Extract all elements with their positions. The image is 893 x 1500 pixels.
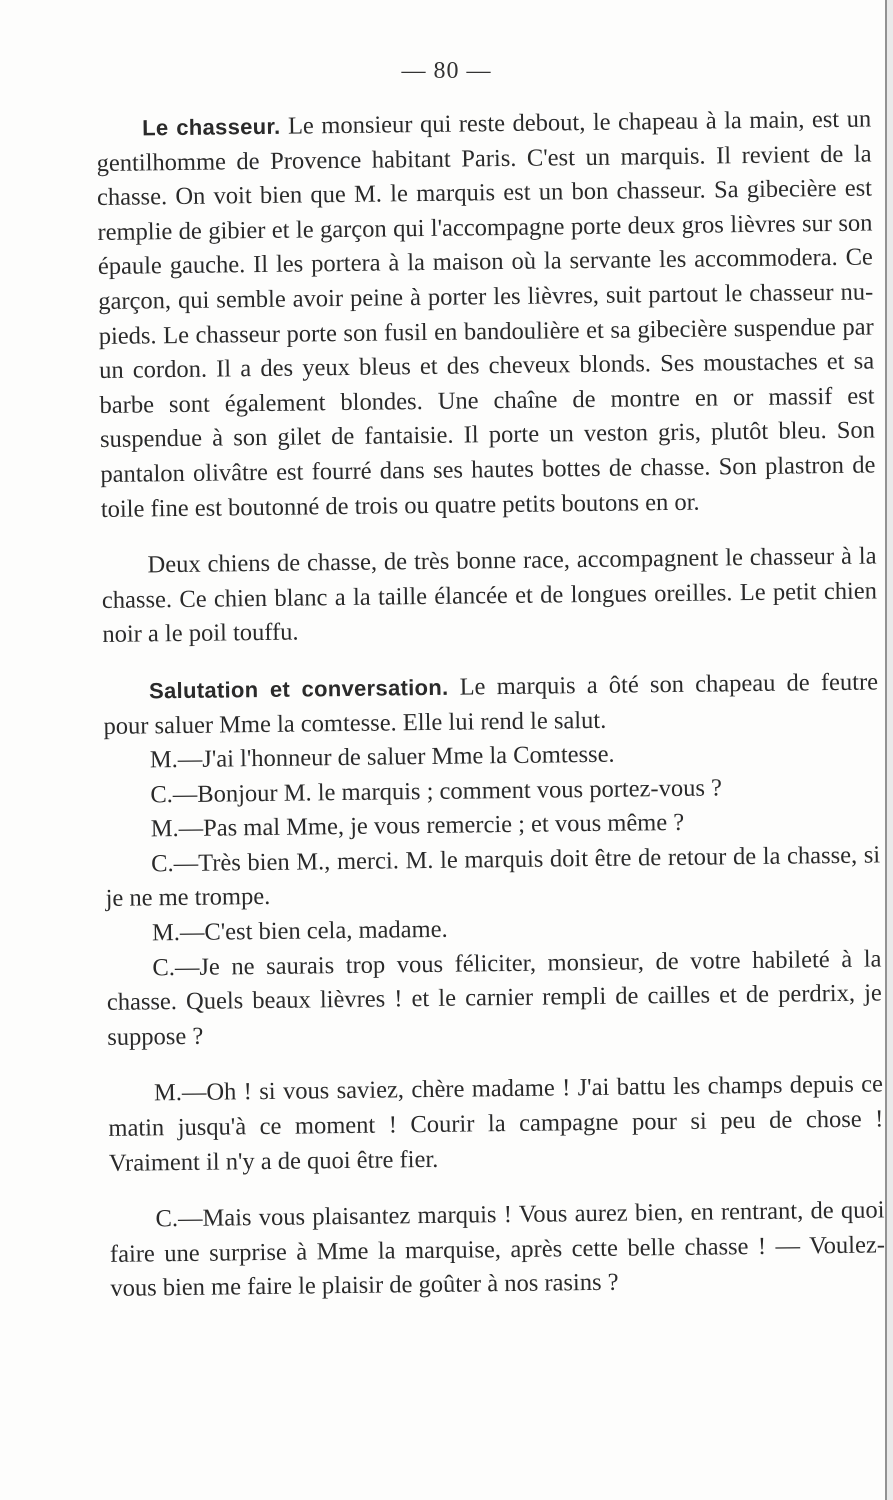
section-heading-chasseur: Le chasseur. bbox=[142, 113, 281, 141]
paragraph-chasseur-body: Le monsieur qui reste debout, le chapeau à la main, est un gentilhomme de Provence habitant Paris. C'est un marquis. Il revient de la chasse. On voit bien que M. le marquis est un bon chasseur. Sa gibecière est remplie de gibier et le garçon qui l'accompagne porte deux gros lièvres sur son épaule gauche. Il les portera à la maison où la servante les accommodera. Ce garçon, qui semble avoir peine à porter les lièvres, suit partout le chasseur nu-pieds. Le chasseur porte son fusil en bandoulière et sa gibecière suspendue par un cordon. Il a des yeux bleus et des cheveux blonds. Ses moustaches et sa barbe sont également blondes. Une chaîne de montre en or massif est suspendue à son gilet de fantaisie. Il porte un veston gris, plutôt bleu. Son pantalon olivâtre est fourré dans ses hautes bottes de chasse. Son plastron de toile fine est boutonné de trois ou quatre petits boutons en or. bbox=[96, 105, 876, 523]
paragraph-dogs: Deux chiens de chasse, de très bonne race, accompagnent le chasseur à la chasse. Ce chien blanc a la taille élancée et de longues oreilles. Le petit chien noir a le poil touffu. bbox=[101, 542, 878, 649]
paragraph-chasseur bbox=[96, 103, 876, 528]
page-number: — 80 — bbox=[401, 58, 492, 84]
dialogue-line: M.—Oh ! si vous saviez, chère madame ! J'ai battu les champs depuis ce matin jusqu'à ce moment ! Courir la campagne pour si peu de chose ! Vraiment il n'y a de quoi être fier. bbox=[108, 1070, 884, 1177]
dialogue-line: C.—Mais vous plaisantez marquis ! Vous aurez bien, en rentrant, de quoi faire une surprise à Mme la marquise, après cette belle chasse ! — Voulez-vous bien me faire le plaisir de goûter à nos rasins ? bbox=[109, 1196, 886, 1303]
page-edge-line bbox=[885, 0, 887, 1500]
dialogue-line: M.—Pas mal Mme, je vous remercie ; et vous même ? bbox=[150, 809, 685, 843]
dialogue-line: C.—Bonjour M. le marquis ; comment vous portez-vous ? bbox=[150, 774, 723, 809]
paragraph-salutation-body: Le marquis a ôté son chapeau de feutre pour saluer Mme la comtesse. Elle lui rend le salut. bbox=[103, 668, 879, 740]
page-text bbox=[96, 103, 886, 1307]
dialogue-line: C.—Je ne saurais trop vous féliciter, monsieur, de votre habileté à la chasse. Quels beaux lièvres ! et le carnier rempli de cailles et de perdrix, je suppose ? bbox=[106, 945, 882, 1051]
dialogue-line: M.—J'ai l'honneur de saluer Mme la Comtesse. bbox=[149, 740, 615, 774]
section-heading-salutation: Salutation et conversation. bbox=[148, 674, 449, 704]
dialogue-line: M.—C'est bien cela, madame. bbox=[151, 915, 448, 947]
dialogue-line: C.—Très bien M., merci. M. le marquis doit être de retour de la chasse, si je ne me trompe. bbox=[105, 841, 881, 913]
page-edge-shadow bbox=[887, 0, 893, 1500]
paragraph-salutation bbox=[103, 665, 879, 744]
